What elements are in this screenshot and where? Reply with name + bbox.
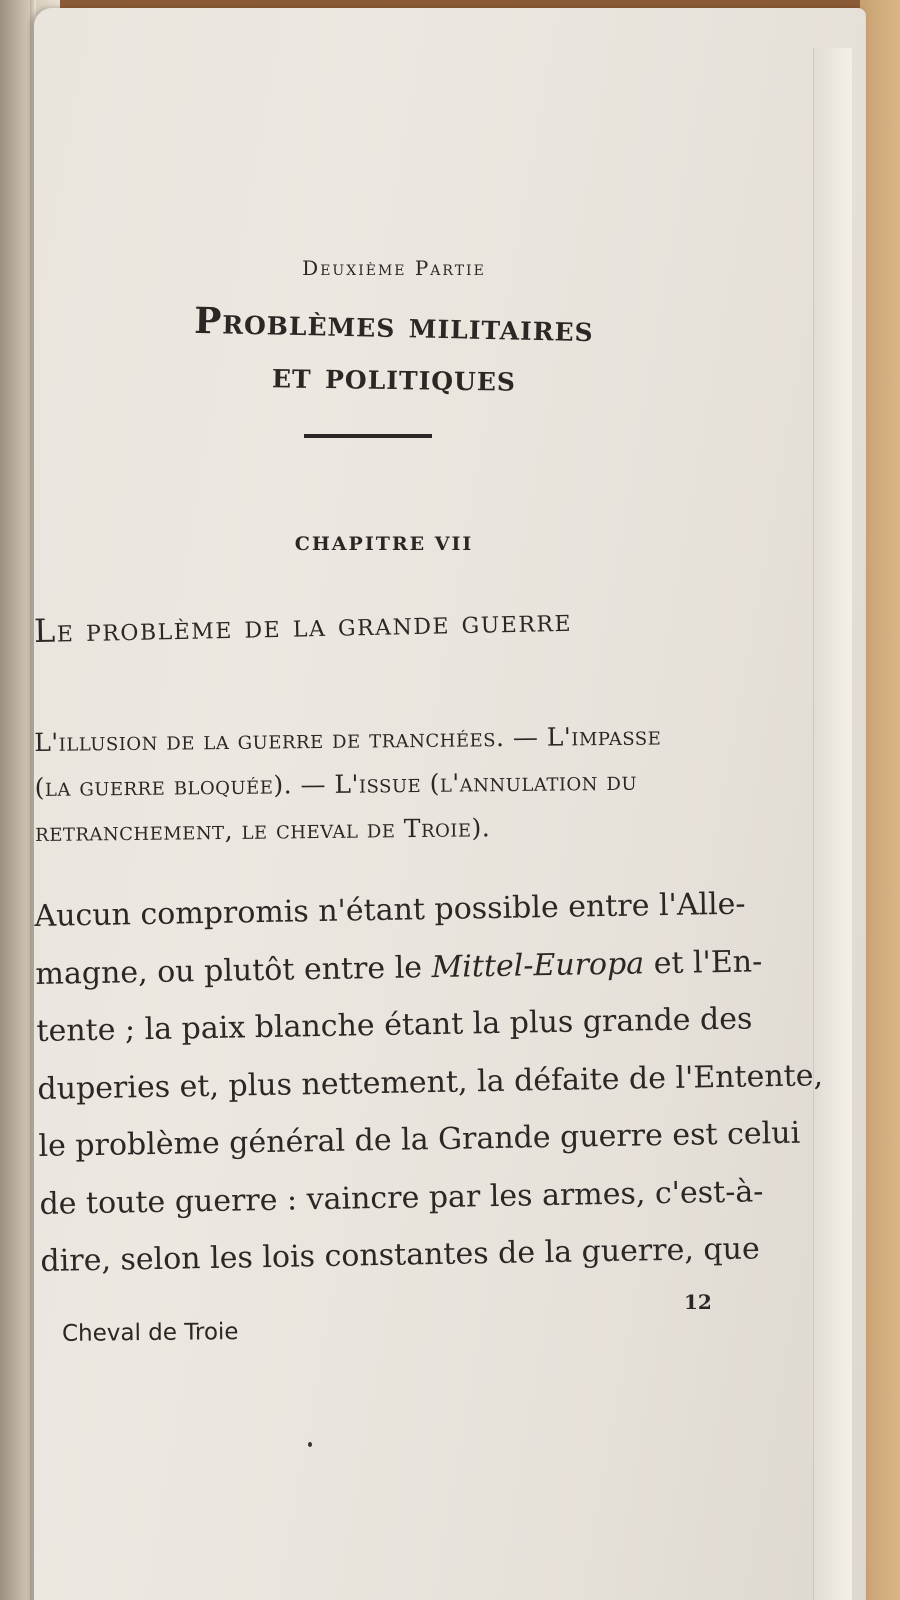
chapter-summary <box>34 712 795 855</box>
part-title-line-1: Problèmes militaires <box>193 299 595 351</box>
body-paragraph <box>34 874 831 1290</box>
table-surface-right <box>860 0 900 1600</box>
body-line: dire, selon les lois constantes de la guerre, que <box>40 1231 760 1279</box>
book-page <box>34 8 866 1600</box>
body-line-text: magne, ou plutôt entre le <box>35 949 432 992</box>
part-title-line-2: et politiques <box>271 354 517 400</box>
body-line: tente ; la paix blanche étant la plus grande des <box>36 1001 753 1049</box>
body-line-text: et l'En- <box>643 943 763 981</box>
body-line: duperies et, plus nettement, la défaite de l'Entente, <box>37 1057 824 1107</box>
summary-line: (la guerre bloquée). — L'issue (l'annulation du <box>34 766 638 802</box>
page-stack-right-edge <box>813 48 852 1600</box>
summary-line: L'illusion de la guerre de tranchées. — L'impasse <box>34 721 662 757</box>
summary-line: retranchement, le cheval de Troie). <box>35 813 491 847</box>
chapter-title: Le problème de la grande guerre <box>33 600 573 650</box>
chapter-label: CHAPITRE VII <box>294 533 474 555</box>
part-label: Deuxième Partie <box>302 256 486 280</box>
body-line: le problème général de la Grande guerre est celui <box>38 1115 801 1164</box>
page-number: 12 <box>684 1290 712 1314</box>
signature-mark: Cheval de Troie <box>61 1319 239 1347</box>
section-divider <box>304 434 432 438</box>
body-line-italic: Mittel-Europa <box>431 945 645 985</box>
ink-speck <box>308 1442 312 1447</box>
body-line: de toute guerre : vaincre par les armes, c'est-à- <box>39 1173 764 1222</box>
body-line: Aucun compromis n'étant possible entre l'Alle- <box>34 886 746 934</box>
